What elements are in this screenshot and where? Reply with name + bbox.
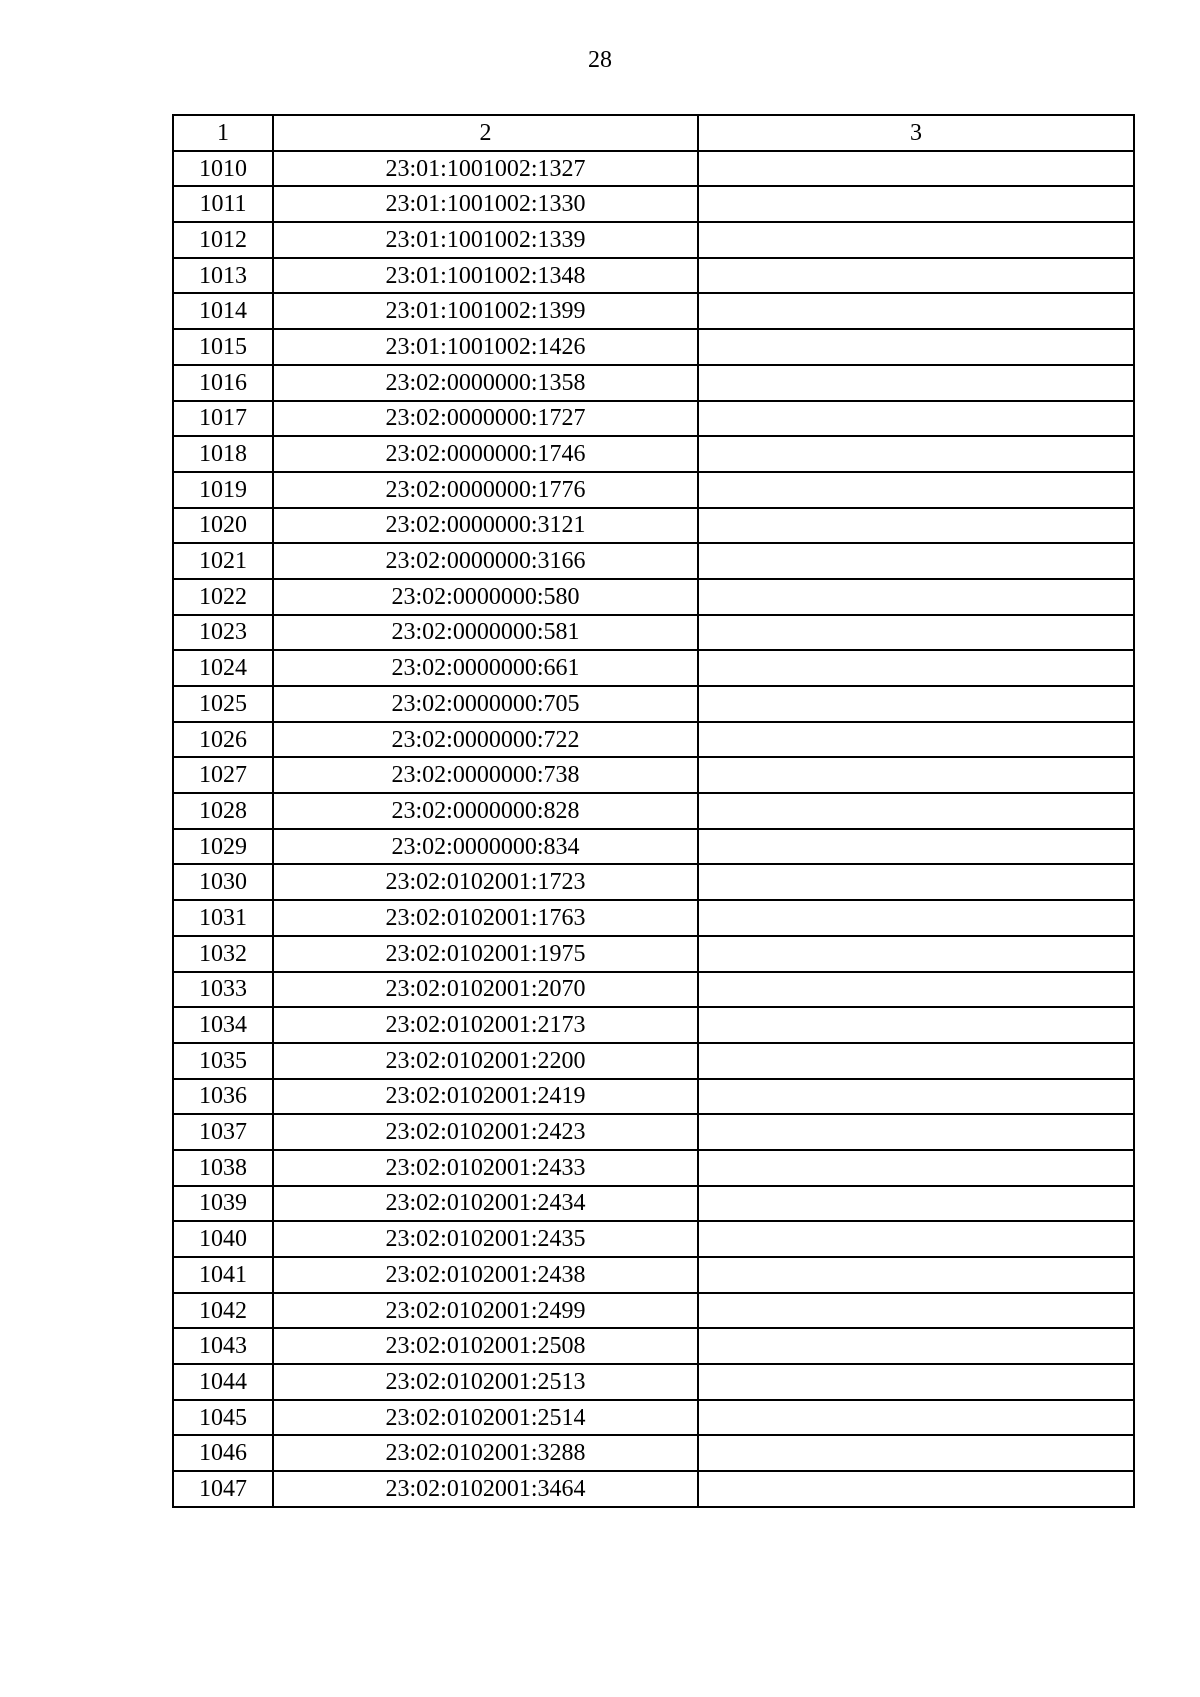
- note-cell: [698, 864, 1134, 900]
- cadastral-number-cell: 23:02:0102001:2200: [273, 1043, 698, 1079]
- note-cell: [698, 1293, 1134, 1329]
- cadastral-number-cell: 23:02:0102001:2434: [273, 1186, 698, 1222]
- row-number-cell: 1010: [173, 151, 273, 187]
- table-row: [173, 543, 1134, 579]
- cadastral-number-cell: 23:02:0102001:2508: [273, 1328, 698, 1364]
- cadastral-number-cell: 23:01:1001002:1426: [273, 329, 698, 365]
- cadastral-number-cell: 23:02:0000000:738: [273, 757, 698, 793]
- note-cell: [698, 151, 1134, 187]
- row-number-cell: 1018: [173, 436, 273, 472]
- note-cell: [698, 900, 1134, 936]
- note-cell: [698, 1079, 1134, 1115]
- note-cell: [698, 1007, 1134, 1043]
- note-cell: [698, 1328, 1134, 1364]
- cadastral-number-cell: 23:02:0102001:3464: [273, 1471, 698, 1507]
- note-cell: [698, 472, 1134, 508]
- header-col-1: 1: [173, 115, 273, 151]
- row-number-cell: 1025: [173, 686, 273, 722]
- table-row: [173, 864, 1134, 900]
- note-cell: [698, 1150, 1134, 1186]
- note-cell: [698, 508, 1134, 544]
- row-number-cell: 1012: [173, 222, 273, 258]
- row-number-cell: 1043: [173, 1328, 273, 1364]
- cadastral-number-cell: 23:02:0102001:3288: [273, 1435, 698, 1471]
- row-number-cell: 1027: [173, 757, 273, 793]
- note-cell: [698, 793, 1134, 829]
- cadastral-number-cell: 23:02:0000000:580: [273, 579, 698, 615]
- table-row: [173, 258, 1134, 294]
- note-cell: [698, 1221, 1134, 1257]
- cadastral-number-cell: 23:02:0102001:2423: [273, 1114, 698, 1150]
- table-row: [173, 615, 1134, 651]
- registry-table: [172, 114, 1135, 1508]
- table-row: [173, 508, 1134, 544]
- note-cell: [698, 436, 1134, 472]
- note-cell: [698, 222, 1134, 258]
- header-col-2: 2: [273, 115, 698, 151]
- cadastral-number-cell: 23:02:0000000:1727: [273, 401, 698, 437]
- note-cell: [698, 757, 1134, 793]
- note-cell: [698, 1364, 1134, 1400]
- row-number-cell: 1039: [173, 1186, 273, 1222]
- note-cell: [698, 650, 1134, 686]
- note-cell: [698, 829, 1134, 865]
- cadastral-number-cell: 23:02:0000000:581: [273, 615, 698, 651]
- cadastral-number-cell: 23:01:1001002:1348: [273, 258, 698, 294]
- row-number-cell: 1026: [173, 722, 273, 758]
- table-row: [173, 151, 1134, 187]
- cadastral-number-cell: 23:01:1001002:1399: [273, 293, 698, 329]
- note-cell: [698, 1257, 1134, 1293]
- table-body: [173, 151, 1134, 1507]
- table-row: [173, 722, 1134, 758]
- table-row: [173, 1186, 1134, 1222]
- table-row: [173, 686, 1134, 722]
- row-number-cell: 1029: [173, 829, 273, 865]
- cadastral-number-cell: 23:02:0102001:2514: [273, 1400, 698, 1436]
- row-number-cell: 1022: [173, 579, 273, 615]
- row-number-cell: 1046: [173, 1435, 273, 1471]
- table-row: [173, 293, 1134, 329]
- note-cell: [698, 543, 1134, 579]
- table-row: [173, 1043, 1134, 1079]
- cadastral-number-cell: 23:02:0102001:2513: [273, 1364, 698, 1400]
- table-row: [173, 1007, 1134, 1043]
- row-number-cell: 1014: [173, 293, 273, 329]
- cadastral-number-cell: 23:02:0102001:1723: [273, 864, 698, 900]
- table-row: [173, 436, 1134, 472]
- cadastral-number-cell: 23:02:0102001:2070: [273, 972, 698, 1008]
- cadastral-number-cell: 23:02:0102001:1763: [273, 900, 698, 936]
- row-number-cell: 1019: [173, 472, 273, 508]
- cadastral-number-cell: 23:02:0102001:2438: [273, 1257, 698, 1293]
- table-row: [173, 793, 1134, 829]
- table-row: [173, 1293, 1134, 1329]
- row-number-cell: 1038: [173, 1150, 273, 1186]
- table-row: [173, 1364, 1134, 1400]
- row-number-cell: 1031: [173, 900, 273, 936]
- note-cell: [698, 686, 1134, 722]
- table-row: [173, 1257, 1134, 1293]
- cadastral-number-cell: 23:02:0000000:1358: [273, 365, 698, 401]
- note-cell: [698, 1043, 1134, 1079]
- row-number-cell: 1011: [173, 186, 273, 222]
- table-row: [173, 472, 1134, 508]
- row-number-cell: 1035: [173, 1043, 273, 1079]
- table-row: [173, 972, 1134, 1008]
- cadastral-number-cell: 23:02:0102001:2499: [273, 1293, 698, 1329]
- row-number-cell: 1017: [173, 401, 273, 437]
- row-number-cell: 1023: [173, 615, 273, 651]
- row-number-cell: 1041: [173, 1257, 273, 1293]
- note-cell: [698, 365, 1134, 401]
- note-cell: [698, 615, 1134, 651]
- table-row: [173, 1150, 1134, 1186]
- table-row: [173, 186, 1134, 222]
- row-number-cell: 1020: [173, 508, 273, 544]
- row-number-cell: 1037: [173, 1114, 273, 1150]
- table-row: [173, 1114, 1134, 1150]
- note-cell: [698, 972, 1134, 1008]
- cadastral-number-cell: 23:02:0102001:2419: [273, 1079, 698, 1115]
- note-cell: [698, 1435, 1134, 1471]
- row-number-cell: 1036: [173, 1079, 273, 1115]
- cadastral-number-cell: 23:02:0000000:722: [273, 722, 698, 758]
- note-cell: [698, 1114, 1134, 1150]
- row-number-cell: 1021: [173, 543, 273, 579]
- table-header: [173, 115, 1134, 151]
- row-number-cell: 1033: [173, 972, 273, 1008]
- header-col-3: 3: [698, 115, 1134, 151]
- cadastral-number-cell: 23:02:0102001:2433: [273, 1150, 698, 1186]
- table-row: [173, 1435, 1134, 1471]
- cadastral-number-cell: 23:02:0102001:1975: [273, 936, 698, 972]
- row-number-cell: 1016: [173, 365, 273, 401]
- row-number-cell: 1013: [173, 258, 273, 294]
- note-cell: [698, 1400, 1134, 1436]
- table-row: [173, 936, 1134, 972]
- note-cell: [698, 329, 1134, 365]
- table-row: [173, 829, 1134, 865]
- row-number-cell: 1044: [173, 1364, 273, 1400]
- cadastral-number-cell: 23:02:0000000:834: [273, 829, 698, 865]
- table-row: [173, 900, 1134, 936]
- note-cell: [698, 936, 1134, 972]
- row-number-cell: 1040: [173, 1221, 273, 1257]
- note-cell: [698, 293, 1134, 329]
- table-row: [173, 222, 1134, 258]
- table-row: [173, 1471, 1134, 1507]
- row-number-cell: 1032: [173, 936, 273, 972]
- cadastral-number-cell: 23:01:1001002:1327: [273, 151, 698, 187]
- cadastral-number-cell: 23:02:0000000:828: [273, 793, 698, 829]
- table-row: [173, 1079, 1134, 1115]
- cadastral-number-cell: 23:02:0102001:2173: [273, 1007, 698, 1043]
- table-row: [173, 579, 1134, 615]
- cadastral-number-cell: 23:01:1001002:1330: [273, 186, 698, 222]
- cadastral-number-cell: 23:02:0000000:1746: [273, 436, 698, 472]
- cadastral-number-cell: 23:01:1001002:1339: [273, 222, 698, 258]
- cadastral-number-cell: 23:02:0000000:661: [273, 650, 698, 686]
- row-number-cell: 1030: [173, 864, 273, 900]
- page-number: 28: [588, 47, 612, 73]
- table-row: [173, 650, 1134, 686]
- table-row: [173, 401, 1134, 437]
- table-row: [173, 757, 1134, 793]
- row-number-cell: 1045: [173, 1400, 273, 1436]
- row-number-cell: 1042: [173, 1293, 273, 1329]
- note-cell: [698, 258, 1134, 294]
- cadastral-number-cell: 23:02:0000000:705: [273, 686, 698, 722]
- note-cell: [698, 186, 1134, 222]
- cadastral-number-cell: 23:02:0000000:3121: [273, 508, 698, 544]
- row-number-cell: 1015: [173, 329, 273, 365]
- row-number-cell: 1028: [173, 793, 273, 829]
- cadastral-number-cell: 23:02:0000000:1776: [273, 472, 698, 508]
- table-row: [173, 329, 1134, 365]
- row-number-cell: 1034: [173, 1007, 273, 1043]
- table-row: [173, 1400, 1134, 1436]
- row-number-cell: 1024: [173, 650, 273, 686]
- note-cell: [698, 401, 1134, 437]
- table-row: [173, 1328, 1134, 1364]
- cadastral-number-cell: 23:02:0102001:2435: [273, 1221, 698, 1257]
- table-row: [173, 1221, 1134, 1257]
- note-cell: [698, 1186, 1134, 1222]
- table-row: [173, 365, 1134, 401]
- header-row: [173, 115, 1134, 151]
- note-cell: [698, 579, 1134, 615]
- cadastral-number-cell: 23:02:0000000:3166: [273, 543, 698, 579]
- note-cell: [698, 1471, 1134, 1507]
- note-cell: [698, 722, 1134, 758]
- row-number-cell: 1047: [173, 1471, 273, 1507]
